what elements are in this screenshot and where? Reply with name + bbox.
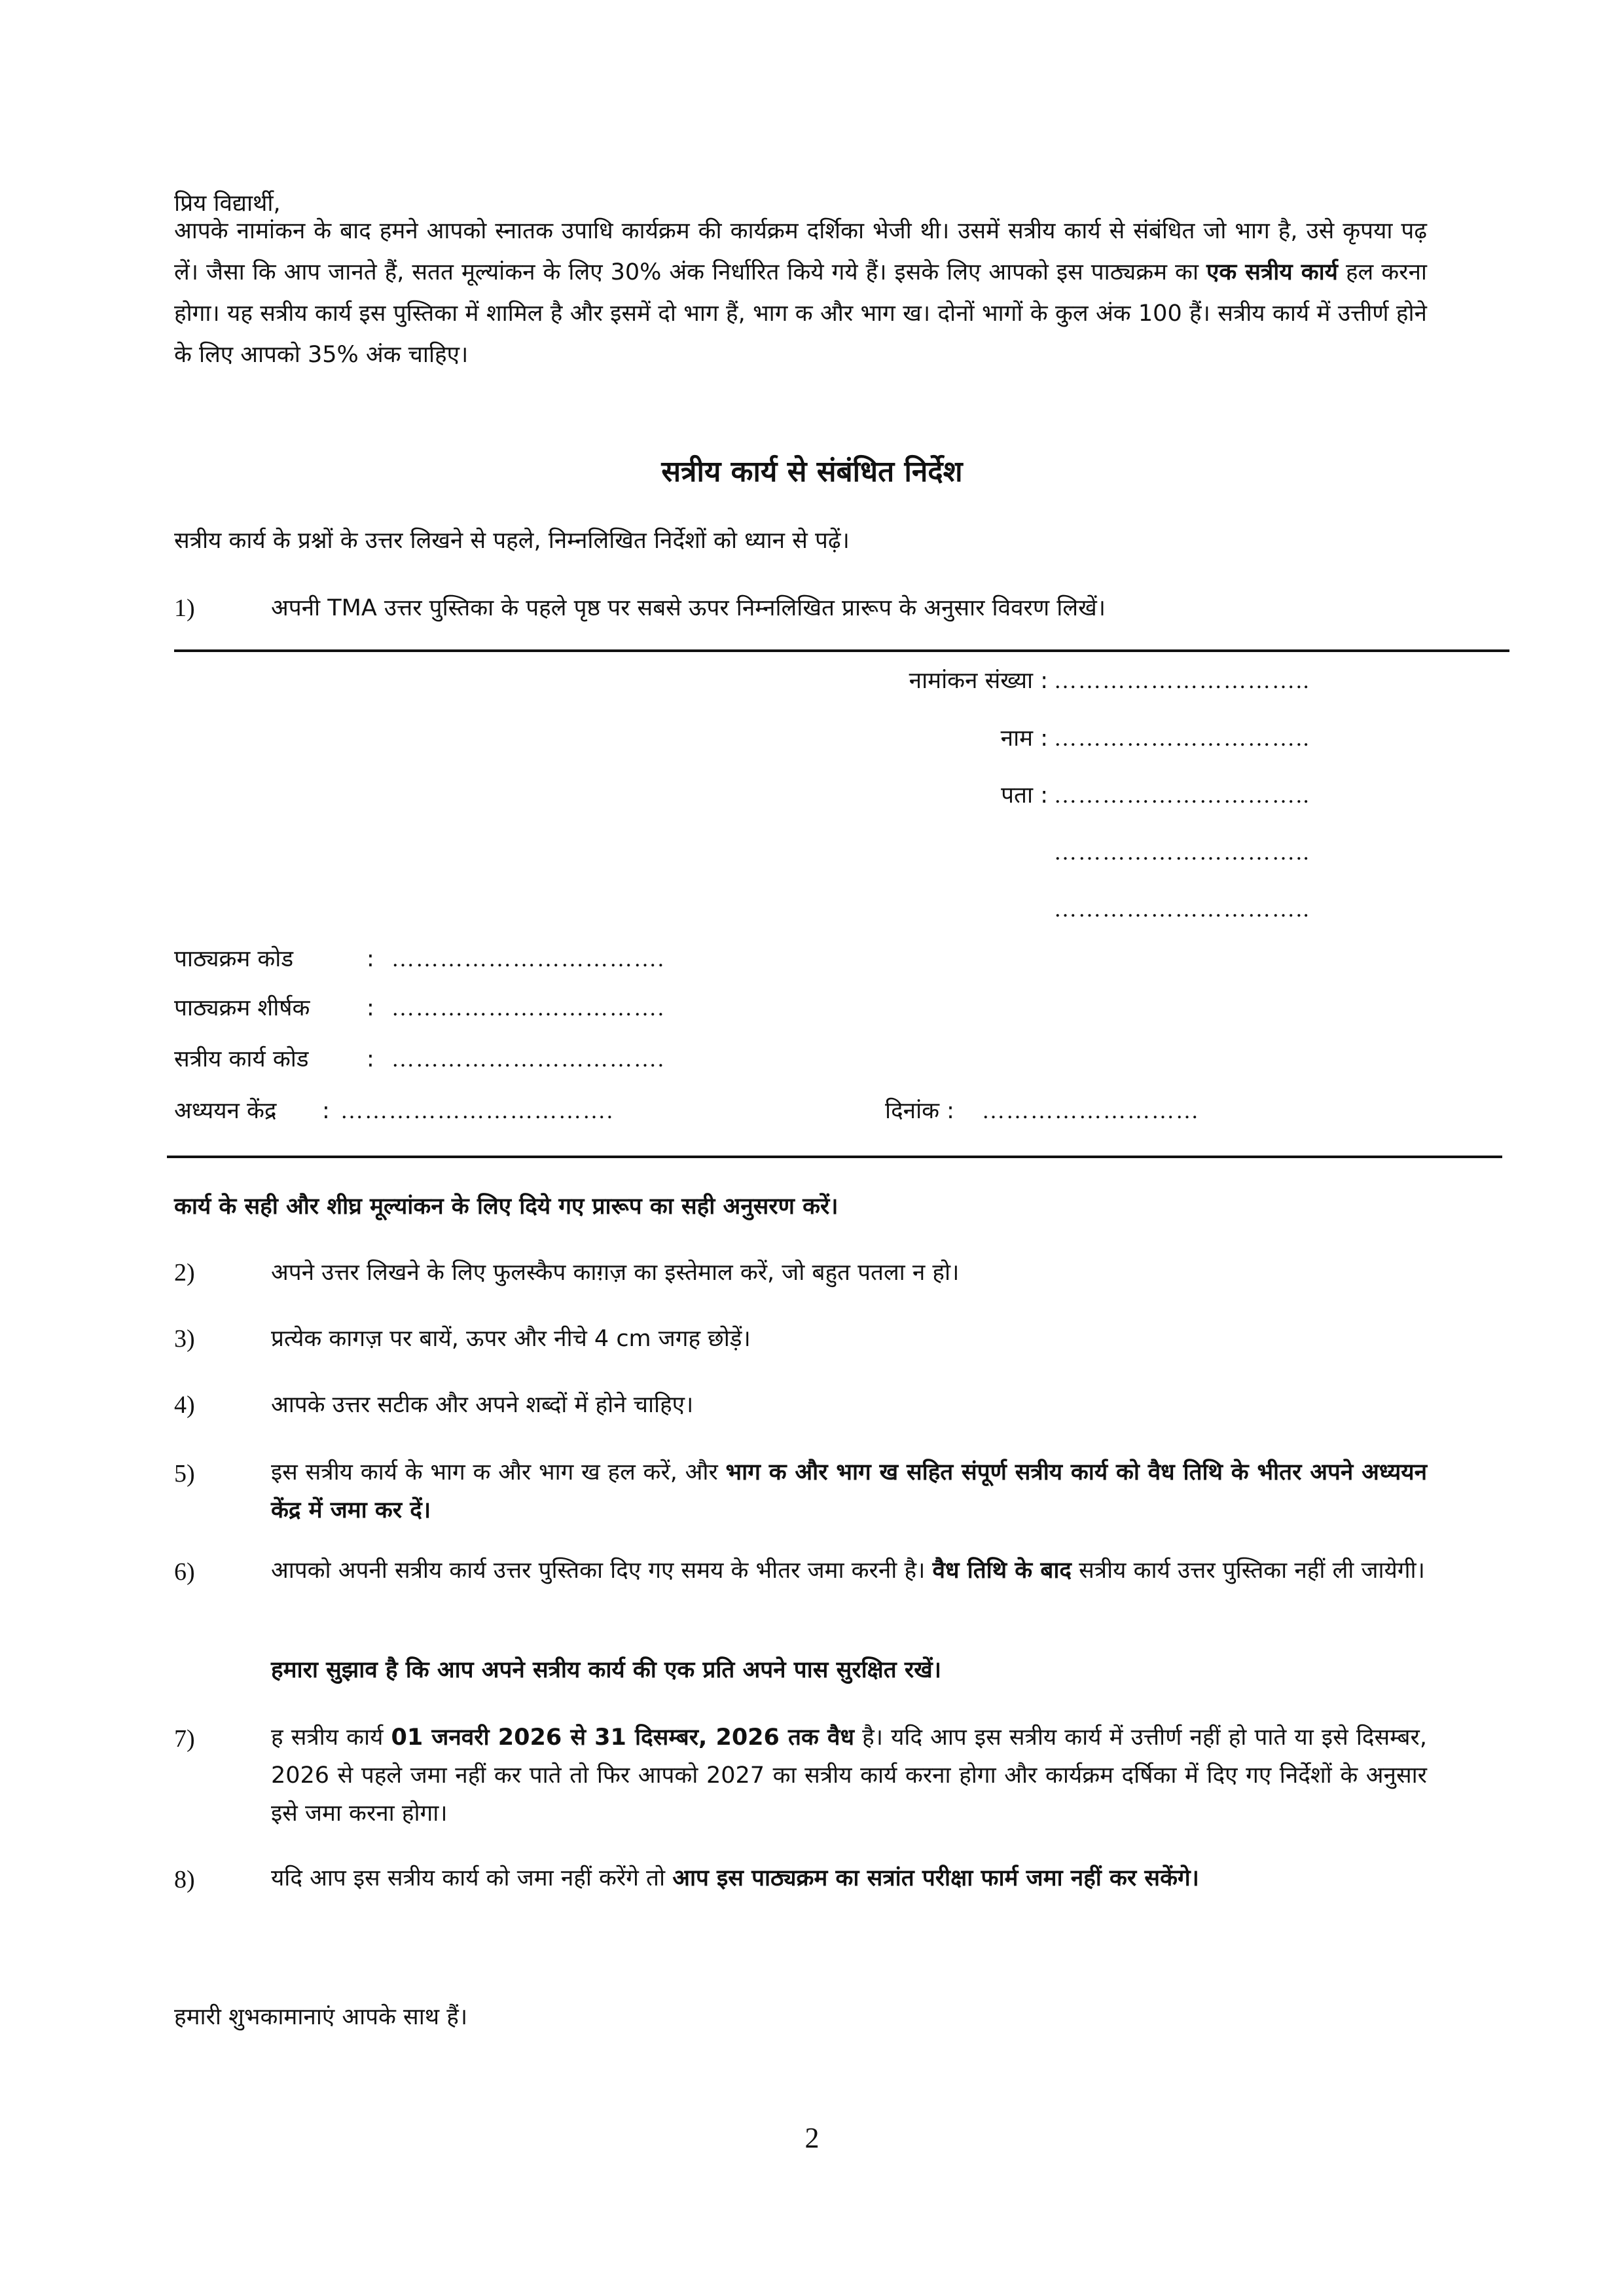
name-dots: …………………………..	[1054, 725, 1310, 751]
study-centre-colon: :	[322, 1098, 330, 1124]
greeting: प्रिय विद्यार्थी,	[174, 191, 281, 217]
item5-bold-text: भाग क और भाग ख सहित संपूर्ण सत्रीय कार्य को वैध तिथि के भीतर अपने अध्ययन केंद्र में जमा कर दें।	[271, 1459, 1427, 1523]
item8-text: यदि आप इस सत्रीय कार्य को जमा नहीं करेंगे तो	[271, 1865, 666, 1891]
item8-bold-text: आप इस पाठ्यक्रम का सत्रांत परीक्षा फार्म जमा नहीं कर सकेंगे।	[672, 1865, 1199, 1891]
item7-bold-text: 01 जनवरी 2026 से 31 दिसम्बर, 2026 तक वैध	[391, 1724, 855, 1751]
item5-text: इस सत्रीय कार्य के भाग क और भाग ख हल करें, और	[271, 1459, 718, 1485]
item7-end-text: है। यदि आप इस सत्रीय कार्य में उत्तीर्ण नहीं हो पाते या इसे दिसम्बर, 2026 से पहले जमा नहीं कर पाते तो फिर आपको 2027 का सत्रीय कार्य करना होगा और कार्यक्रम दर्षिका में दिए गए निर्देशों के अनुसार इसे जमा करना होगा।	[271, 1724, 1427, 1827]
item6-text: आपको अपनी सत्रीय कार्य उत्तर पुस्तिका दिए गए समय के भीतर जमा करनी है।	[271, 1558, 926, 1584]
item-number: 7)	[174, 1725, 195, 1753]
course-code-dots: …………………………….	[391, 946, 665, 972]
form-top-divider	[174, 649, 1509, 652]
course-code-label: पाठ्यक्रम कोड	[174, 946, 294, 972]
intro-text: आपके नामांकन के बाद हमने आपको स्नातक उपाधि कार्यक्रम की कार्यक्रम दर्शिका भेजी थी। उसमें सत्रीय कार्य से संबंधित जो भाग है, उसे कृपया पढ़ लें। जैसा कि आप जानते हैं, सतत मूल्यांकन के लिए 30% अंक निर्धारित किये गये हैं। इसके लिए आपको इस पाठ्यक्रम का	[174, 218, 1427, 285]
item-number: 2)	[174, 1259, 195, 1286]
enrolment-dots: …………………………..	[1054, 668, 1310, 693]
study-centre-dots: …………………………….	[340, 1098, 614, 1123]
enrolment-label: नामांकन संख्या :	[909, 668, 1048, 694]
item-number: 5)	[174, 1460, 195, 1487]
item-number: 8)	[174, 1866, 195, 1893]
item-text: प्रत्येक कागज़ पर बायें, ऊपर और नीचे 4 cm जगह छोड़ें।	[271, 1326, 751, 1352]
assignment-code-colon: :	[367, 1046, 374, 1072]
page-number: 2	[804, 2122, 820, 2154]
item6-end-text: सत्रीय कार्य उत्तर पुस्तिका नहीं ली जायेगी।	[1079, 1558, 1425, 1584]
address-dots-2: …………………………..	[1054, 839, 1310, 865]
form-bottom-divider	[167, 1156, 1502, 1158]
course-title-label: पाठ्यक्रम शीर्षक	[174, 995, 310, 1021]
item6-bold-text: वैध तिथि के बाद	[932, 1558, 1072, 1584]
item-text	[271, 1859, 1427, 1897]
closing-line: हमारी शुभकामानाएं आपके साथ हैं।	[174, 2004, 468, 2030]
item-text	[271, 1719, 1427, 1832]
item-number: 4)	[174, 1391, 195, 1419]
item-text	[271, 1453, 1427, 1529]
course-code-colon: :	[367, 946, 374, 972]
date-label: दिनांक :	[885, 1098, 954, 1124]
intro-end-text: हल करना होगा। यह सत्रीय कार्य इस पुस्तिका में शामिल है और इसमें दो भाग हैं, भाग क और भाग ख। दोनों भागों के कुल अंक 100 हैं। सत्रीय कार्य में उत्तीर्ण होने के लिए आपको 35% अंक चाहिए।	[174, 259, 1427, 368]
item-text	[271, 1552, 1427, 1590]
assignment-code-label: सत्रीय कार्य कोड	[174, 1046, 309, 1072]
date-dots: ………………………	[982, 1098, 1200, 1123]
study-centre-label: अध्ययन केंद्र	[174, 1098, 277, 1124]
item-number: 6)	[174, 1558, 195, 1586]
assignment-code-dots: …………………………….	[391, 1046, 665, 1072]
item-text: अपने उत्तर लिखने के लिए फुलस्कैप काग़ज़ का इस्तेमाल करें, जो बहुत पतला न हो।	[271, 1260, 960, 1286]
intro-bold-text: एक सत्रीय कार्य	[1206, 259, 1338, 285]
item-text: अपनी TMA उत्तर पुस्तिका के पहले पृष्ठ पर सबसे ऊपर निम्नलिखित प्रारूप के अनुसार विवरण लिखें।	[271, 595, 1106, 621]
item-text: आपके उत्तर सटीक और अपने शब्दों में होने चाहिए।	[271, 1392, 694, 1418]
suggestion-note: हमारा सुझाव है कि आप अपने सत्रीय कार्य की एक प्रति अपने पास सुरक्षित रखें।	[271, 1657, 942, 1683]
name-label: नाम :	[1000, 725, 1048, 752]
course-title-dots: …………………………….	[391, 995, 665, 1021]
address-dots-1: …………………………..	[1054, 782, 1310, 808]
intro-paragraph	[174, 211, 1427, 376]
section-title: सत्रीय कार्य से संबंधित निर्देश	[661, 455, 963, 488]
instructions-intro: सत्रीय कार्य के प्रश्नों के उत्तर लिखने से पहले, निम्नलिखित निर्देशों को ध्यान से पढ़ें।	[174, 528, 850, 554]
course-title-colon: :	[367, 995, 374, 1021]
item-number: 3)	[174, 1325, 195, 1353]
address-label: पता :	[1001, 782, 1048, 809]
item7-text: ह सत्रीय कार्य	[271, 1724, 384, 1751]
item-number: 1)	[174, 594, 195, 622]
address-dots-3: …………………………..	[1054, 896, 1310, 922]
format-note: कार्य के सही और शीघ्र मूल्यांकन के लिए दिये गए प्रारूप का सही अनुसरण करें।	[174, 1194, 839, 1220]
